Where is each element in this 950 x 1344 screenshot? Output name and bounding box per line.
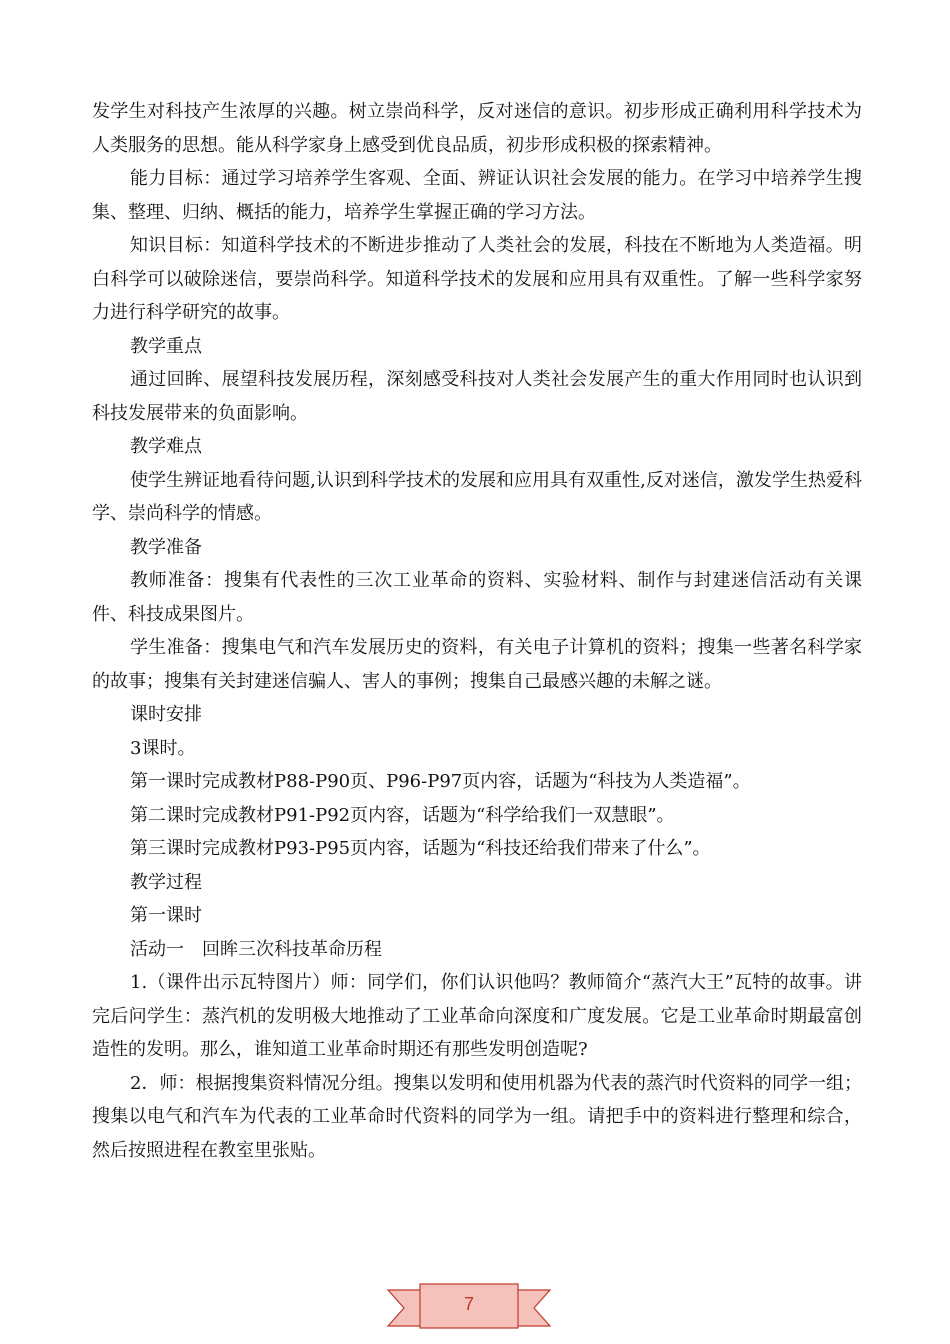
- page-footer: [384, 1276, 554, 1336]
- section-heading: 教学过程: [130, 871, 202, 893]
- paragraph: 知识目标：知道科学技术的不断进步推动了人类社会的发展，科技在不断地为人类造福。明白科学可以破除迷信，要崇尚科学。知道科学技术的发展和应用具有双重性。了解一些科学家努力进行科学研究的故事。: [92, 235, 862, 323]
- paragraph: 第三课时完成教材P93-P95页内容，话题为“科技还给我们带来了什么”。: [130, 838, 711, 859]
- page-number: 7: [463, 1294, 474, 1314]
- paragraph: 通过回眸、展望科技发展历程，深刻感受科技对人类社会发展产生的重大作用同时也认识到科技发展带来的负面影响。: [92, 369, 862, 424]
- section-heading: 教学难点: [130, 436, 202, 457]
- paragraph: 能力目标：通过学习培养学生客观、全面、辨证认识社会发展的能力。在学习中培养学生搜集、整理、归纳、概括的能力，培养学生掌握正确的学习方法。: [92, 168, 862, 223]
- paragraph: 1.（课件出示瓦特图片）师：同学们，你们认识他吗？教师简介“蒸汽大王”瓦特的故事。讲完后问学生：蒸汽机的发明极大地推动了工业革命向深度和广度发展。它是工业革命时期最富创造性的发明。那么，谁知道工业革命时期还有那些发明创造呢?: [92, 972, 862, 1060]
- paragraph: 使学生辨证地看待问题,认识到科学技术的发展和应用具有双重性,反对迷信，激发学生热爱科学、崇尚科学的情感。: [92, 469, 862, 524]
- section-heading: 课时安排: [130, 704, 202, 725]
- paragraph: 3课时。: [130, 737, 196, 759]
- paragraph: 学生准备：搜集电气和汽车发展历史的资料，有关电子计算机的资料；搜集一些著名科学家的故事；搜集有关封建迷信骗人、害人的事例；搜集自己最感兴趣的未解之谜。: [92, 637, 862, 692]
- activity-heading: 活动一 回眸三次科技革命历程: [130, 938, 382, 960]
- section-heading: 第一课时: [130, 905, 202, 926]
- paragraph: 发学生对科技产生浓厚的兴趣。树立崇尚科学，反对迷信的意识。初步形成正确利用科学技术为人类服务的思想。能从科学家身上感受到优良品质，初步形成积极的探索精神。: [92, 101, 862, 156]
- paragraph: 2．师：根据搜集资料情况分组。搜集以发明和使用机器为代表的蒸汽时代资料的同学一组；搜集以电气和汽车为代表的工业革命时代资料的同学为一组。请把手中的资料进行整理和综合，然后按照进程在教室里张贴。: [92, 1072, 862, 1161]
- paragraph: 第二课时完成教材P91-P92页内容，话题为“科学给我们一双慧眼”。: [130, 804, 675, 826]
- document-body: [92, 95, 862, 1167]
- section-heading: 教学准备: [130, 536, 202, 558]
- paragraph: 第一课时完成教材P88-P90页、P96-P97页内容，话题为“科技为人类造福”。: [130, 771, 751, 792]
- paragraph: 教师准备：搜集有代表性的三次工业革命的资料、实验材料、制作与封建迷信活动有关课件、科技成果图片。: [92, 570, 862, 625]
- section-heading: 教学重点: [130, 335, 202, 357]
